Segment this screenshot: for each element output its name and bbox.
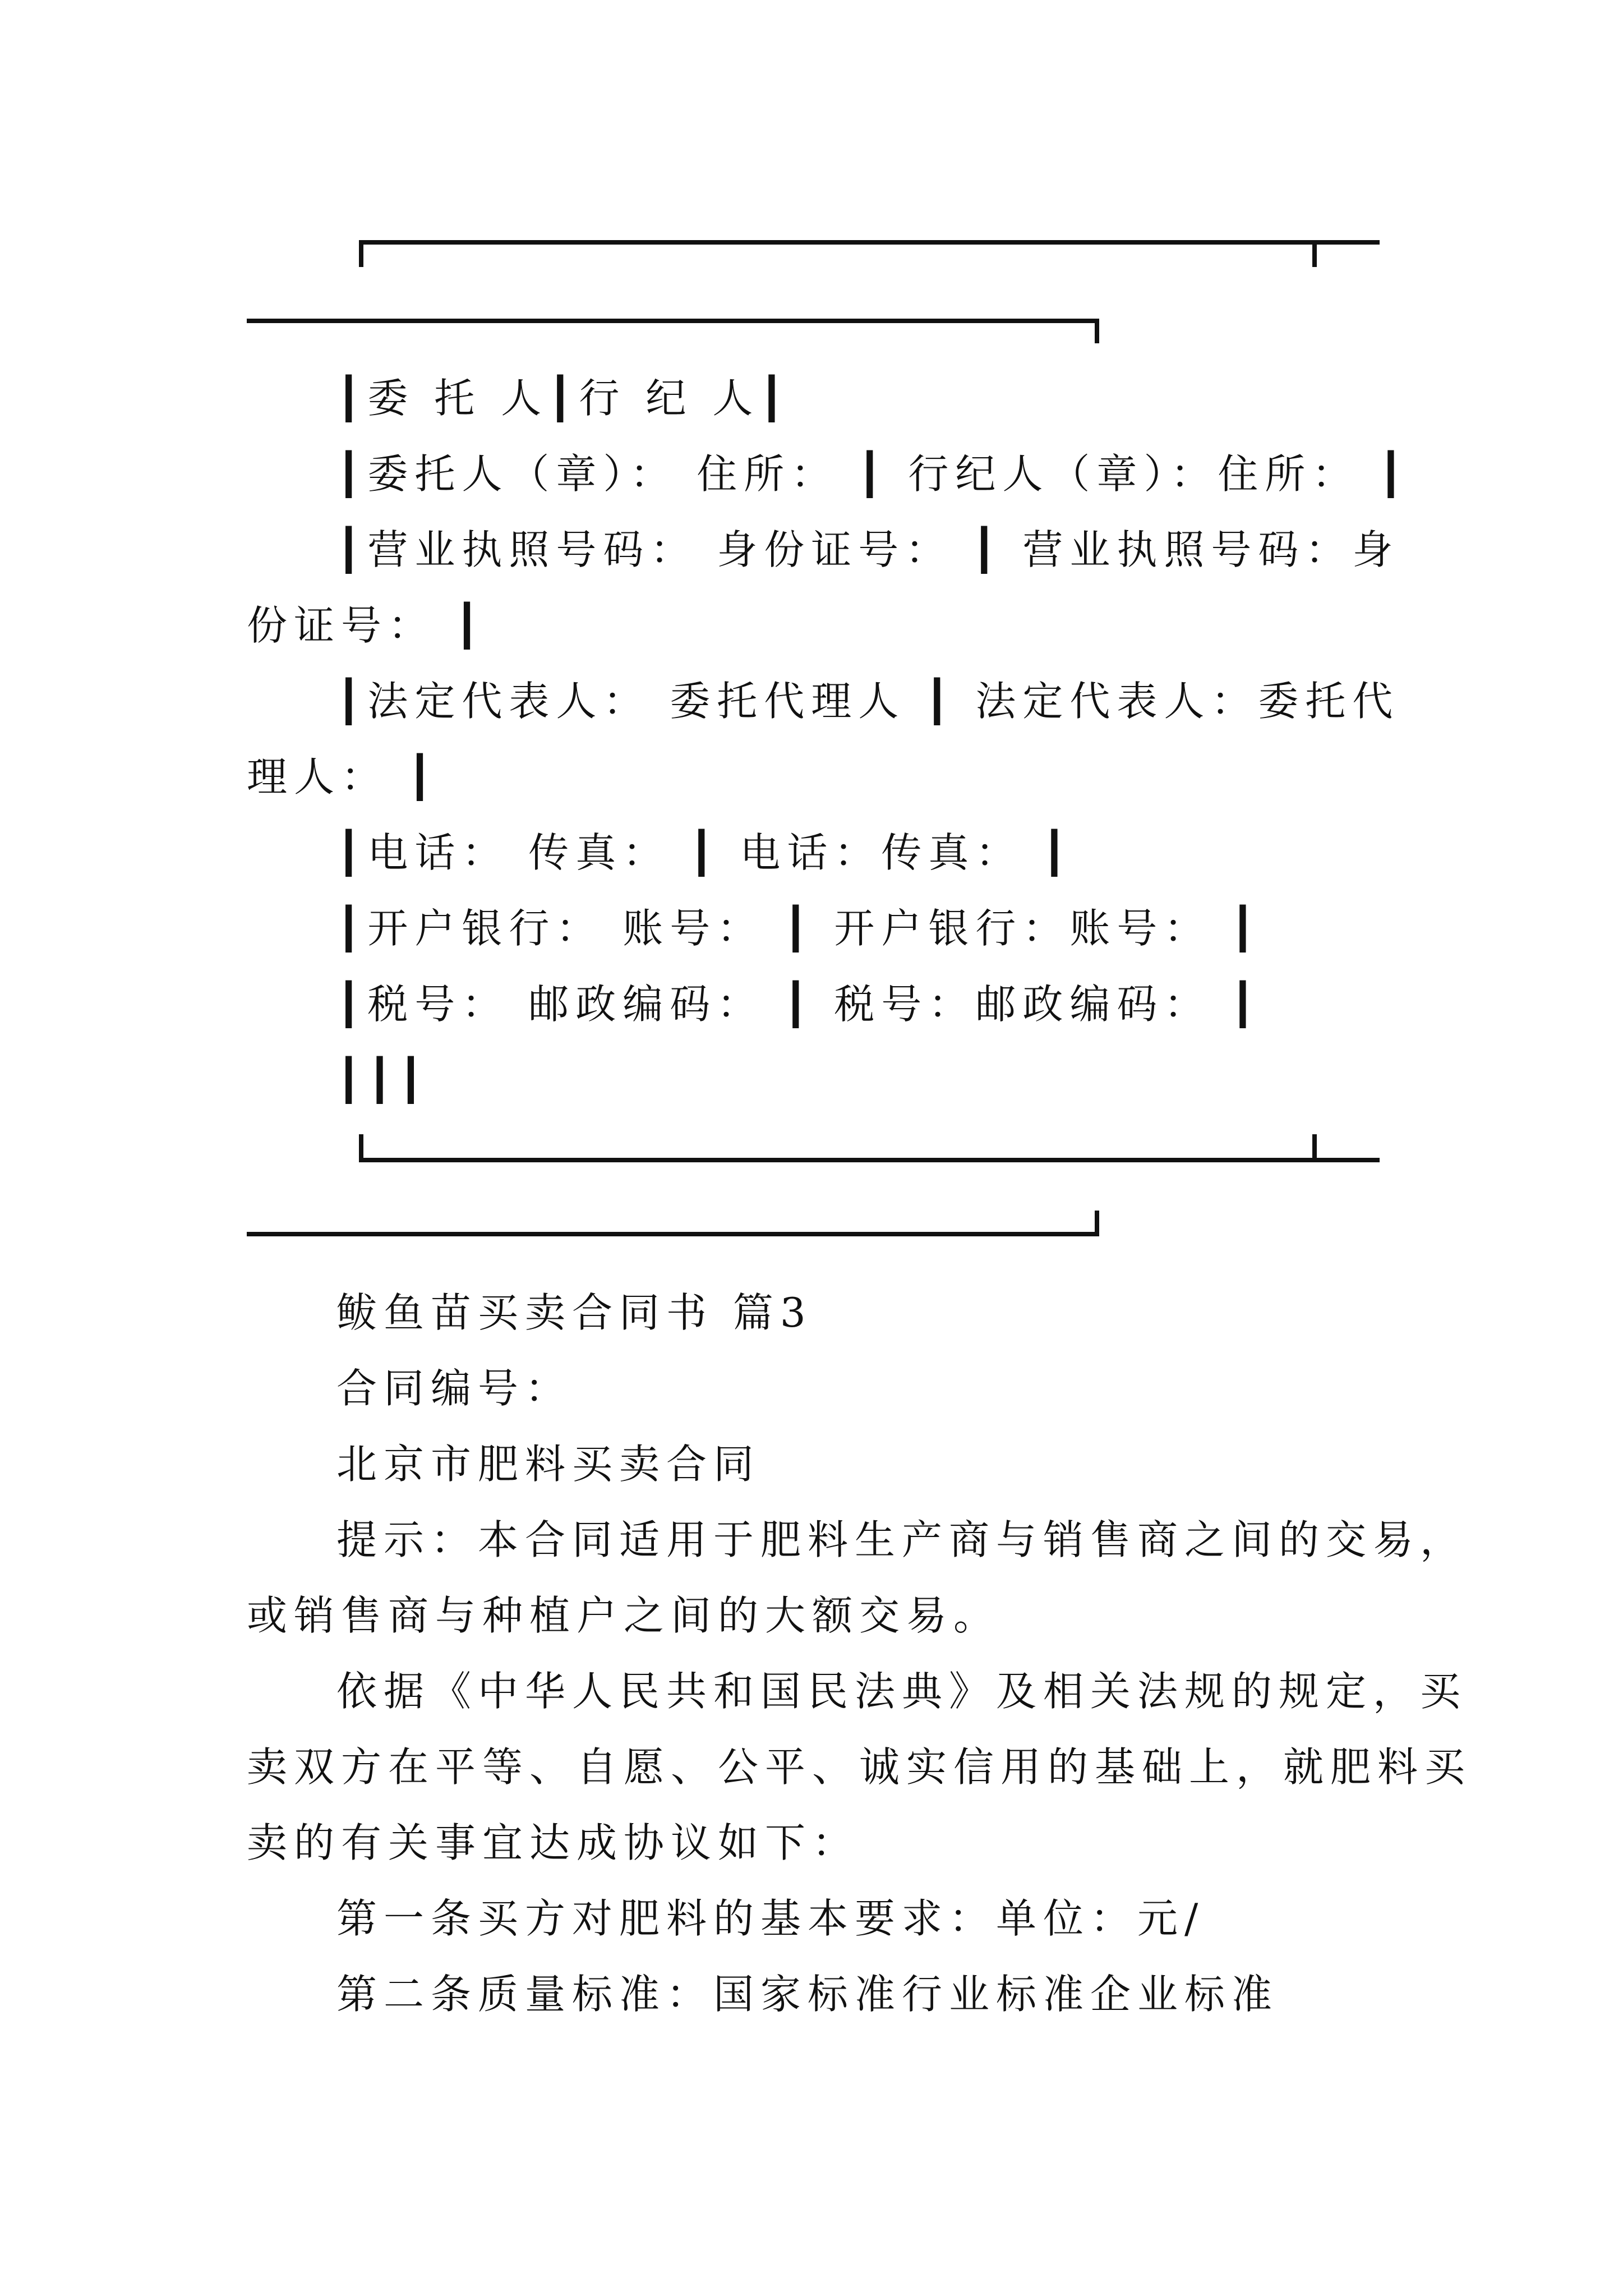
article-1: 第一条买方对肥料的基本要求：单位：元/ [336,1895,1205,1942]
basis-paragraph-line-1: 依据《中华人民共和国民法典》及相关法规的规定，买 [336,1668,1468,1715]
table-top-left-corner [359,240,363,267]
table-bottom-border-wrap [247,1232,1099,1236]
table-top-right-corner [1095,319,1099,343]
table-row-legal-rep: ┃法定代表人： 委托代理人 ┃ 法定代表人：委托代 [336,678,1400,725]
section-heading: 鲅鱼苗买卖合同书 篇3 [336,1289,813,1336]
basis-paragraph-line-3: 卖的有关事宜达成协议如下： [247,1819,860,1866]
table-row-legal-rep-wrap: 理人： ┃ [247,753,439,800]
table-top-mid-tick [1312,240,1317,267]
basis-paragraph-line-2: 卖双方在平等、自愿、公平、诚实信用的基础上，就肥料买 [247,1743,1472,1791]
contract-number-label: 合同编号： [336,1365,573,1412]
table-top-border [359,240,1380,245]
table-header-row: ┃委 托 人┃行 纪 人┃ [336,375,791,422]
hint-paragraph-line-2: 或销售商与种植户之间的大额交易。 [247,1592,1001,1639]
hint-paragraph-line-1: 提示：本合同适用于肥料生产商与销售商之间的交易， [336,1516,1468,1563]
table-row-seal-address: ┃委托人（章）： 住所： ┃ 行纪人（章）：住所： ┃ [336,450,1410,498]
table-row-tax-postcode: ┃税号： 邮政编码： ┃ 税号：邮政编码： ┃ [336,981,1262,1028]
table-row-empty: ┃┃┃ [336,1056,430,1103]
contract-title: 北京市肥料买卖合同 [336,1441,761,1488]
table-bottom-border [359,1158,1380,1162]
table-row-bank-account: ┃开户银行： 账号： ┃ 开户银行：账号： ┃ [336,905,1262,952]
table-row-license-id: ┃营业执照号码： 身份证号： ┃ 营业执照号码：身 [336,526,1400,573]
table-top-border-wrap [247,319,1099,323]
article-2: 第二条质量标准：国家标准行业标准企业标准 [336,1971,1279,2018]
table-row-phone-fax: ┃电话： 传真： ┃ 电话：传真： ┃ [336,829,1073,876]
table-row-license-id-wrap: 份证号： ┃ [247,602,486,649]
